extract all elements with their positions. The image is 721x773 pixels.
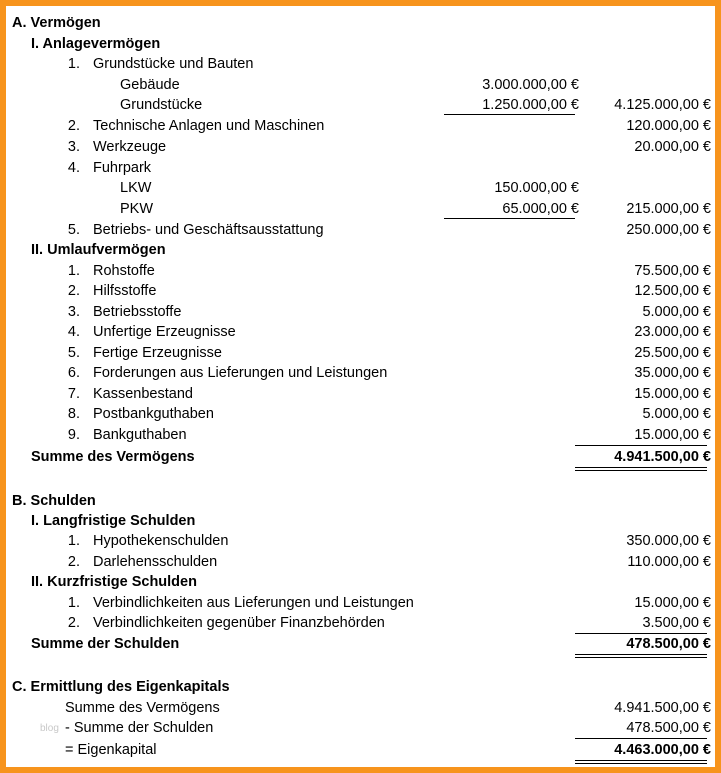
list-item [6,261,715,281]
item-number: 2. [67,615,80,631]
lang-heading [6,511,715,531]
double-underline [575,654,707,658]
lang-title: I. Langfristige Schulden [31,513,196,529]
item-number: 6. [67,365,80,381]
item-number: 9. [67,427,80,443]
item-total: 15.000,00 € [634,386,711,402]
item-number: 1. [67,263,80,279]
section-c-heading [6,677,715,697]
item-label: Grundstücke und Bauten [93,56,254,72]
item-label: = Eigenkapital [65,742,157,758]
anlage-heading [6,34,715,54]
section-b-title: B. Schulden [12,493,96,509]
item-label: Summe des Vermögens [65,700,220,716]
item-label: Kassenbestand [93,386,193,402]
sum-rule [575,738,707,739]
list-item [6,137,715,157]
list-item [6,199,715,219]
item-total: 5.000,00 € [642,304,711,320]
list-item [6,531,715,551]
item-number: 3. [67,139,80,155]
section-b-heading [6,491,715,511]
item-label: Fuhrpark [93,160,152,176]
item-total: 3.500,00 € [642,615,711,631]
item-total: 15.000,00 € [634,427,711,443]
item-total: 20.000,00 € [634,139,711,155]
item-number: 2. [67,283,80,299]
item-label: Forderungen aus Lieferungen und Leistungen [93,365,388,381]
item-number: 2. [67,554,80,570]
item-label: Unfertige Erzeugnisse [93,324,236,340]
list-item [6,343,715,363]
list-item [6,552,715,572]
list-item [6,54,715,74]
item-label: Bankguthaben [93,427,187,443]
item-total: 4.125.000,00 € [614,97,711,113]
list-item [6,220,715,240]
sum-value: 4.463.000,00 € [614,742,711,758]
item-total: 35.000,00 € [634,365,711,381]
sub-item-label: PKW [120,201,154,217]
item-label: Fertige Erzeugnisse [93,345,222,361]
item-label: Postbankguthaben [93,406,214,422]
item-label: Hilfsstoffe [93,283,157,299]
item-total: 15.000,00 € [634,595,711,611]
item-label: Hypothekenschulden [93,533,229,549]
item-total: 120.000,00 € [626,118,711,134]
sub-item-label: Grundstücke [120,97,203,113]
item-total: 110.000,00 € [627,554,711,570]
item-number: 4. [67,324,80,340]
section-a-heading [6,13,715,33]
item-total: 215.000,00 € [626,201,711,217]
item-number: 5. [67,345,80,361]
subtotal-rule [444,218,575,219]
list-item [6,698,715,718]
item-total: 478.500,00 € [626,720,711,736]
double-underline [575,467,707,471]
list-item [6,95,715,115]
kurz-heading [6,572,715,592]
list-item [6,302,715,322]
list-item [6,404,715,424]
sum-label: Summe des Vermögens [31,449,195,465]
umlauf-heading [6,240,715,260]
item-number: 8. [67,406,80,422]
list-item [6,75,715,95]
item-number: 3. [67,304,80,320]
item-total: 5.000,00 € [642,406,711,422]
item-number: 5. [67,222,80,238]
sum-rule [575,445,707,446]
list-item [6,281,715,301]
item-total: 12.500,00 € [634,283,711,299]
list-item [6,718,715,738]
item-total: 4.941.500,00 € [614,700,711,716]
item-total: 250.000,00 € [626,222,711,238]
item-total: 350.000,00 € [626,533,711,549]
item-number: 2. [67,118,80,134]
list-item [6,425,715,445]
list-item [6,116,715,136]
item-number: 4. [67,160,80,176]
list-item [6,593,715,613]
watermark-text: blog [40,723,59,734]
item-label: Rohstoffe [93,263,155,279]
sub-item-value: 65.000,00 € [502,201,579,217]
sum-row [6,447,715,467]
sum-value: 4.941.500,00 € [614,449,711,465]
list-item [6,384,715,404]
item-number: 1. [67,595,80,611]
item-number: 1. [67,56,80,72]
anlage-title: I. Anlagevermögen [31,36,161,52]
item-label: Betriebs- und Geschäftsausstattung [93,222,324,238]
sub-item-label: LKW [120,180,152,196]
sub-item-value: 1.250.000,00 € [482,97,579,113]
sub-item-value: 150.000,00 € [494,180,579,196]
item-number: 7. [67,386,80,402]
sum-label: Summe der Schulden [31,636,180,652]
item-total: 75.500,00 € [634,263,711,279]
item-number: 1. [67,533,80,549]
item-label: Verbindlichkeiten gegenüber Finanzbehörden [93,615,385,631]
item-label: Betriebsstoffe [93,304,182,320]
subtotal-rule [444,114,575,115]
item-label: - Summe der Schulden [65,720,214,736]
sum-value: 478.500,00 € [626,636,711,652]
double-underline [575,760,707,764]
item-label: Technische Anlagen und Maschinen [93,118,325,134]
item-label: Verbindlichkeiten aus Lieferungen und Leistungen [93,595,414,611]
sub-item-label: Gebäude [120,77,180,93]
item-total: 23.000,00 € [634,324,711,340]
umlauf-title: II. Umlaufvermögen [31,242,166,258]
list-item [6,158,715,178]
section-c-title: C. Ermittlung des Eigenkapitals [12,679,230,695]
list-item [6,322,715,342]
kurz-title: II. Kurzfristige Schulden [31,574,197,590]
item-total: 25.500,00 € [634,345,711,361]
sub-item-value: 3.000.000,00 € [482,77,579,93]
section-a-title: A. Vermögen [12,15,101,31]
list-item [6,363,715,383]
item-label: Werkzeuge [93,139,167,155]
sum-row [6,740,715,760]
list-item [6,613,715,633]
list-item [6,178,715,198]
item-label: Darlehensschulden [93,554,218,570]
sum-row [6,634,715,654]
